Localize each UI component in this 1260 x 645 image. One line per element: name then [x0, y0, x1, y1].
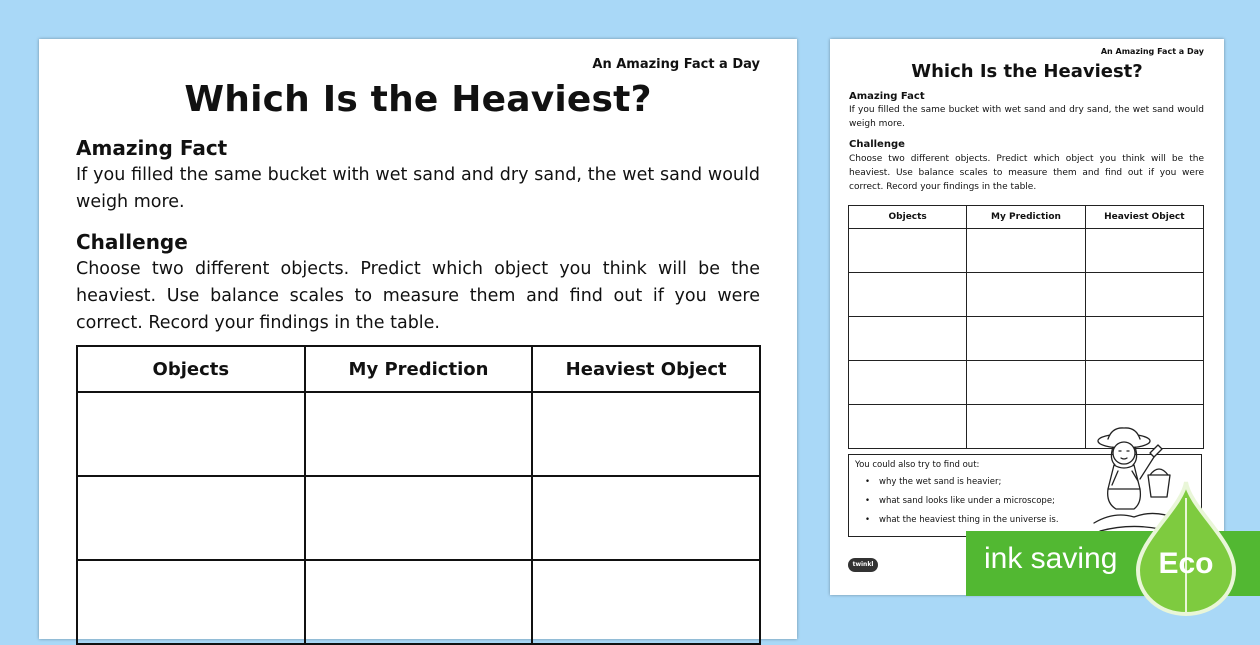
eco-label: Eco: [1158, 547, 1214, 580]
table-cell: [1085, 273, 1203, 317]
table-row: [849, 273, 1204, 317]
results-table: [76, 345, 761, 645]
series-tag: An Amazing Fact a Day: [592, 57, 760, 72]
thumb-challenge-text: Choose two different objects. Predict which object you think will be the heaviest. Use balance scales to measure them and find out if you were correct. Record your findings in the table.: [849, 154, 1204, 192]
twinkl-logo: twinkl: [848, 558, 878, 572]
table-cell[interactable]: [77, 560, 305, 644]
extension-list: [855, 473, 1059, 530]
fact-text: If you filled the same bucket with wet sand and dry sand, the wet sand would weigh more.: [76, 165, 760, 212]
table-cell[interactable]: [532, 392, 760, 476]
thumb-title: Which Is the Heaviest?: [911, 61, 1143, 82]
table-row: [77, 392, 760, 476]
table-row: [849, 317, 1204, 361]
table-cell: [967, 361, 1085, 405]
table-cell[interactable]: [532, 560, 760, 644]
table-cell[interactable]: [77, 392, 305, 476]
table-cell[interactable]: [305, 392, 533, 476]
table-row: [77, 476, 760, 560]
table-cell: [849, 361, 967, 405]
eco-drop-icon: [1130, 478, 1242, 618]
fact-heading: Amazing Fact: [76, 136, 228, 160]
table-header-row: [77, 346, 760, 392]
challenge-text: Choose two different objects. Predict which object you think will be the heaviest. Use balance scales to measure them and find out if you were correct. Record your findings in the table.: [76, 259, 760, 333]
table-cell[interactable]: [305, 476, 533, 560]
table-row: [849, 361, 1204, 405]
thumb-fact-heading: Amazing Fact: [849, 91, 925, 102]
table-row: [77, 560, 760, 644]
table-cell: [1085, 361, 1203, 405]
worksheet-page: [39, 39, 797, 639]
header-prediction: My Prediction: [305, 346, 533, 392]
table-cell[interactable]: [77, 476, 305, 560]
header-heaviest: Heaviest Object: [532, 346, 760, 392]
table-cell[interactable]: [532, 476, 760, 560]
thumb-results-table: [848, 205, 1204, 449]
thumb-header-row: [849, 206, 1204, 229]
table-cell[interactable]: [305, 560, 533, 644]
thumb-fact-text: If you filled the same bucket with wet sand and dry sand, the wet sand would weigh more.: [849, 105, 1204, 129]
challenge-heading: Challenge: [76, 230, 188, 254]
header-objects: Objects: [77, 346, 305, 392]
table-cell: [967, 273, 1085, 317]
thumb-challenge-heading: Challenge: [849, 139, 905, 150]
extension-lead: You could also try to find out:: [855, 460, 980, 470]
list-item: • what the heaviest thing in the universe is.: [879, 511, 1059, 530]
page-title: Which Is the Heaviest?: [184, 79, 652, 120]
table-row: [849, 229, 1204, 273]
table-cell: [849, 317, 967, 361]
thumb-header-heaviest: Heaviest Object: [1085, 206, 1203, 229]
table-cell: [967, 317, 1085, 361]
list-item: • why the wet sand is heavier;: [879, 473, 1059, 492]
table-cell: [849, 273, 967, 317]
table-cell: [1085, 317, 1203, 361]
list-item: • what sand looks like under a microscope;: [879, 492, 1059, 511]
table-cell: [967, 229, 1085, 273]
thumb-header-prediction: My Prediction: [967, 206, 1085, 229]
table-cell: [967, 405, 1085, 449]
ink-saving-label: ink saving: [984, 542, 1118, 575]
thumb-series-tag: An Amazing Fact a Day: [1100, 47, 1204, 56]
table-cell: [849, 405, 967, 449]
table-cell: [1085, 229, 1203, 273]
thumb-header-objects: Objects: [849, 206, 967, 229]
table-cell: [849, 229, 967, 273]
